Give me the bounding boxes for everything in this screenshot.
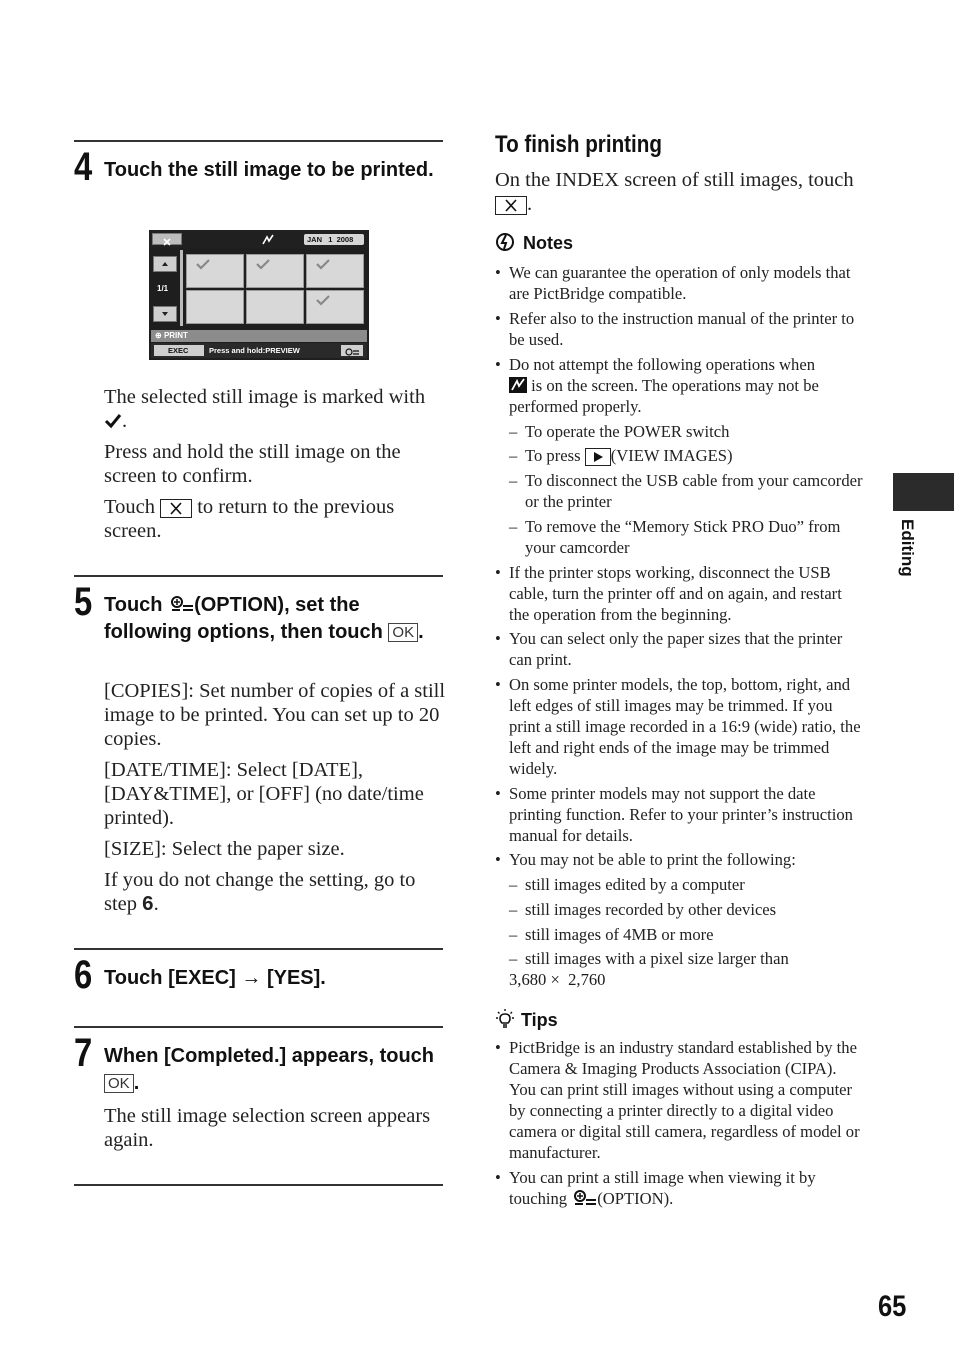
tip-item: • You can print a still image when viewing it by touching (OPTION). [495,1168,816,1208]
exec-button: EXEC [154,345,204,356]
sub-item: – still images edited by a computer [509,875,745,894]
sub-item: – To disconnect the USB cable from your camcorder or the printer [509,471,863,511]
step4-heading: Touch the still image to be printed. [104,159,434,181]
check-icon [315,258,331,270]
lcd-screen-illustration [149,230,369,360]
thumbnail [186,254,244,288]
rule-step7 [74,1026,443,1028]
preview-hint: Press and hold:PREVIEW [209,346,300,355]
sub-item: – To operate the POWER switch [509,422,730,441]
scrollbar-track [180,250,183,326]
step4-para1: The selected still image is marked with . [104,386,426,432]
step6-number: 6 [74,953,93,997]
note-item: • Do not attempt the following operations when is on the screen. The operations may not be performed properly. [495,355,819,416]
tips-heading: Tips [495,1008,558,1031]
rule-step4 [74,140,443,142]
print-status-bar [151,330,367,342]
step5-number: 5 [74,580,93,624]
note-item: • On some printer models, the top, bottom, right, and left edges of still images may be trimmed. If you print a still image recorded in a 16:9 (wide) ratio, the left and right ends of the image may be trimmed widely. [495,675,861,778]
check-icon [255,258,271,270]
check-icon [315,294,331,306]
tips-icon [495,1008,515,1030]
option-icon [341,345,363,356]
sub-item: – still images recorded by other devices [509,900,777,919]
tip-item: • PictBridge is an industry standard established by the Camera & Imaging Products Association (CIPA). You can print still images without using a computer by connecting a printer directly to a digital video camera or digital still camera, regardless of model or manufacturer. [495,1038,860,1162]
step4-para2: Press and hold the still image on the screen to confirm. [104,441,401,487]
step5-para3: [SIZE]: Select the paper size. [104,838,345,860]
note-item: • If the printer stops working, disconnect the USB cable, turn the printer off and on again, and restart the operation from the beginning. [495,563,842,624]
sub-item: – still images with a pixel size larger than [509,949,789,968]
side-tab-label-wrap [894,519,918,589]
pictbridge-icon [509,377,527,393]
thumbnail [186,290,244,324]
close-box-icon [495,196,527,215]
ok-box-icon: OK [104,1074,134,1093]
step7-heading: When [Completed.] appears, touch OK . [104,1045,435,1094]
step4-para3: Touch to return to the previous screen. [104,496,395,542]
side-tab-label: Editing [898,519,917,577]
note-item: • We can guarantee the operation of only models that are PictBridge compatible. [495,263,851,303]
step5-heading: Touch (OPTION), set the following options, then touch OK . [104,594,424,643]
sub-item: – To remove the “Memory Stick PRO Duo” from your camcorder [509,517,841,557]
side-tab-marker [893,473,954,511]
close-box-icon [160,499,192,518]
option-icon [168,594,194,614]
note-item: • You may not be able to print the following: [495,850,796,869]
intro-text: On the INDEX screen of still images, touch . [495,169,854,215]
rule-step6 [74,948,443,950]
pictbridge-icon [261,233,275,251]
check-mark-icon [104,413,122,429]
thumbnail [306,254,364,288]
step7-para1: The still image selection screen appears again. [104,1105,431,1151]
scroll-up-button [153,256,177,272]
page-number: 65 [878,1290,907,1323]
step5-para2: [DATE/TIME]: Select [DATE], [DAY&TIME], or [OFF] (no date/time printed). [104,759,424,829]
rule-step5 [74,575,443,577]
note-item: • You can select only the paper sizes that the printer can print. [495,629,843,669]
print-label: ⊕ PRINT [155,331,188,340]
option-icon [571,1188,597,1208]
thumbnail [306,290,364,324]
step5-para1: [COPIES]: Set number of copies of a still image to be printed. You can set up to 20 copies. [104,680,446,750]
date-display: JAN 1 2008 [304,234,364,245]
ok-box-icon: OK [388,623,418,642]
pixel-size-text: 3,680 × 2,760 [509,970,606,989]
page-indicator: 1/1 [157,284,169,293]
step6-heading: Touch [EXEC] → [YES]. [104,967,326,989]
step7-number: 7 [74,1031,93,1075]
note-item: • Some printer models may not support the date printing function. Refer to your printer’s instruction manual for details. [495,784,853,845]
sub-item: – To press (VIEW IMAGES) [509,446,733,465]
notes-icon [495,232,515,252]
scroll-down-button [153,306,177,322]
step5-para4: If you do not change the setting, go to step 6. [104,869,416,915]
thumbnail [246,290,304,324]
play-icon [585,448,611,466]
sub-item: – still images of 4MB or more [509,925,714,944]
note-item: • Refer also to the instruction manual of the printer to be used. [495,309,855,349]
step4-number: 4 [74,145,93,189]
thumbnail [246,254,304,288]
notes-heading: Notes [495,232,573,254]
close-icon [152,233,182,245]
section-title: To finish printing [495,131,663,158]
rule-bottom [74,1184,443,1186]
check-icon [195,258,211,270]
